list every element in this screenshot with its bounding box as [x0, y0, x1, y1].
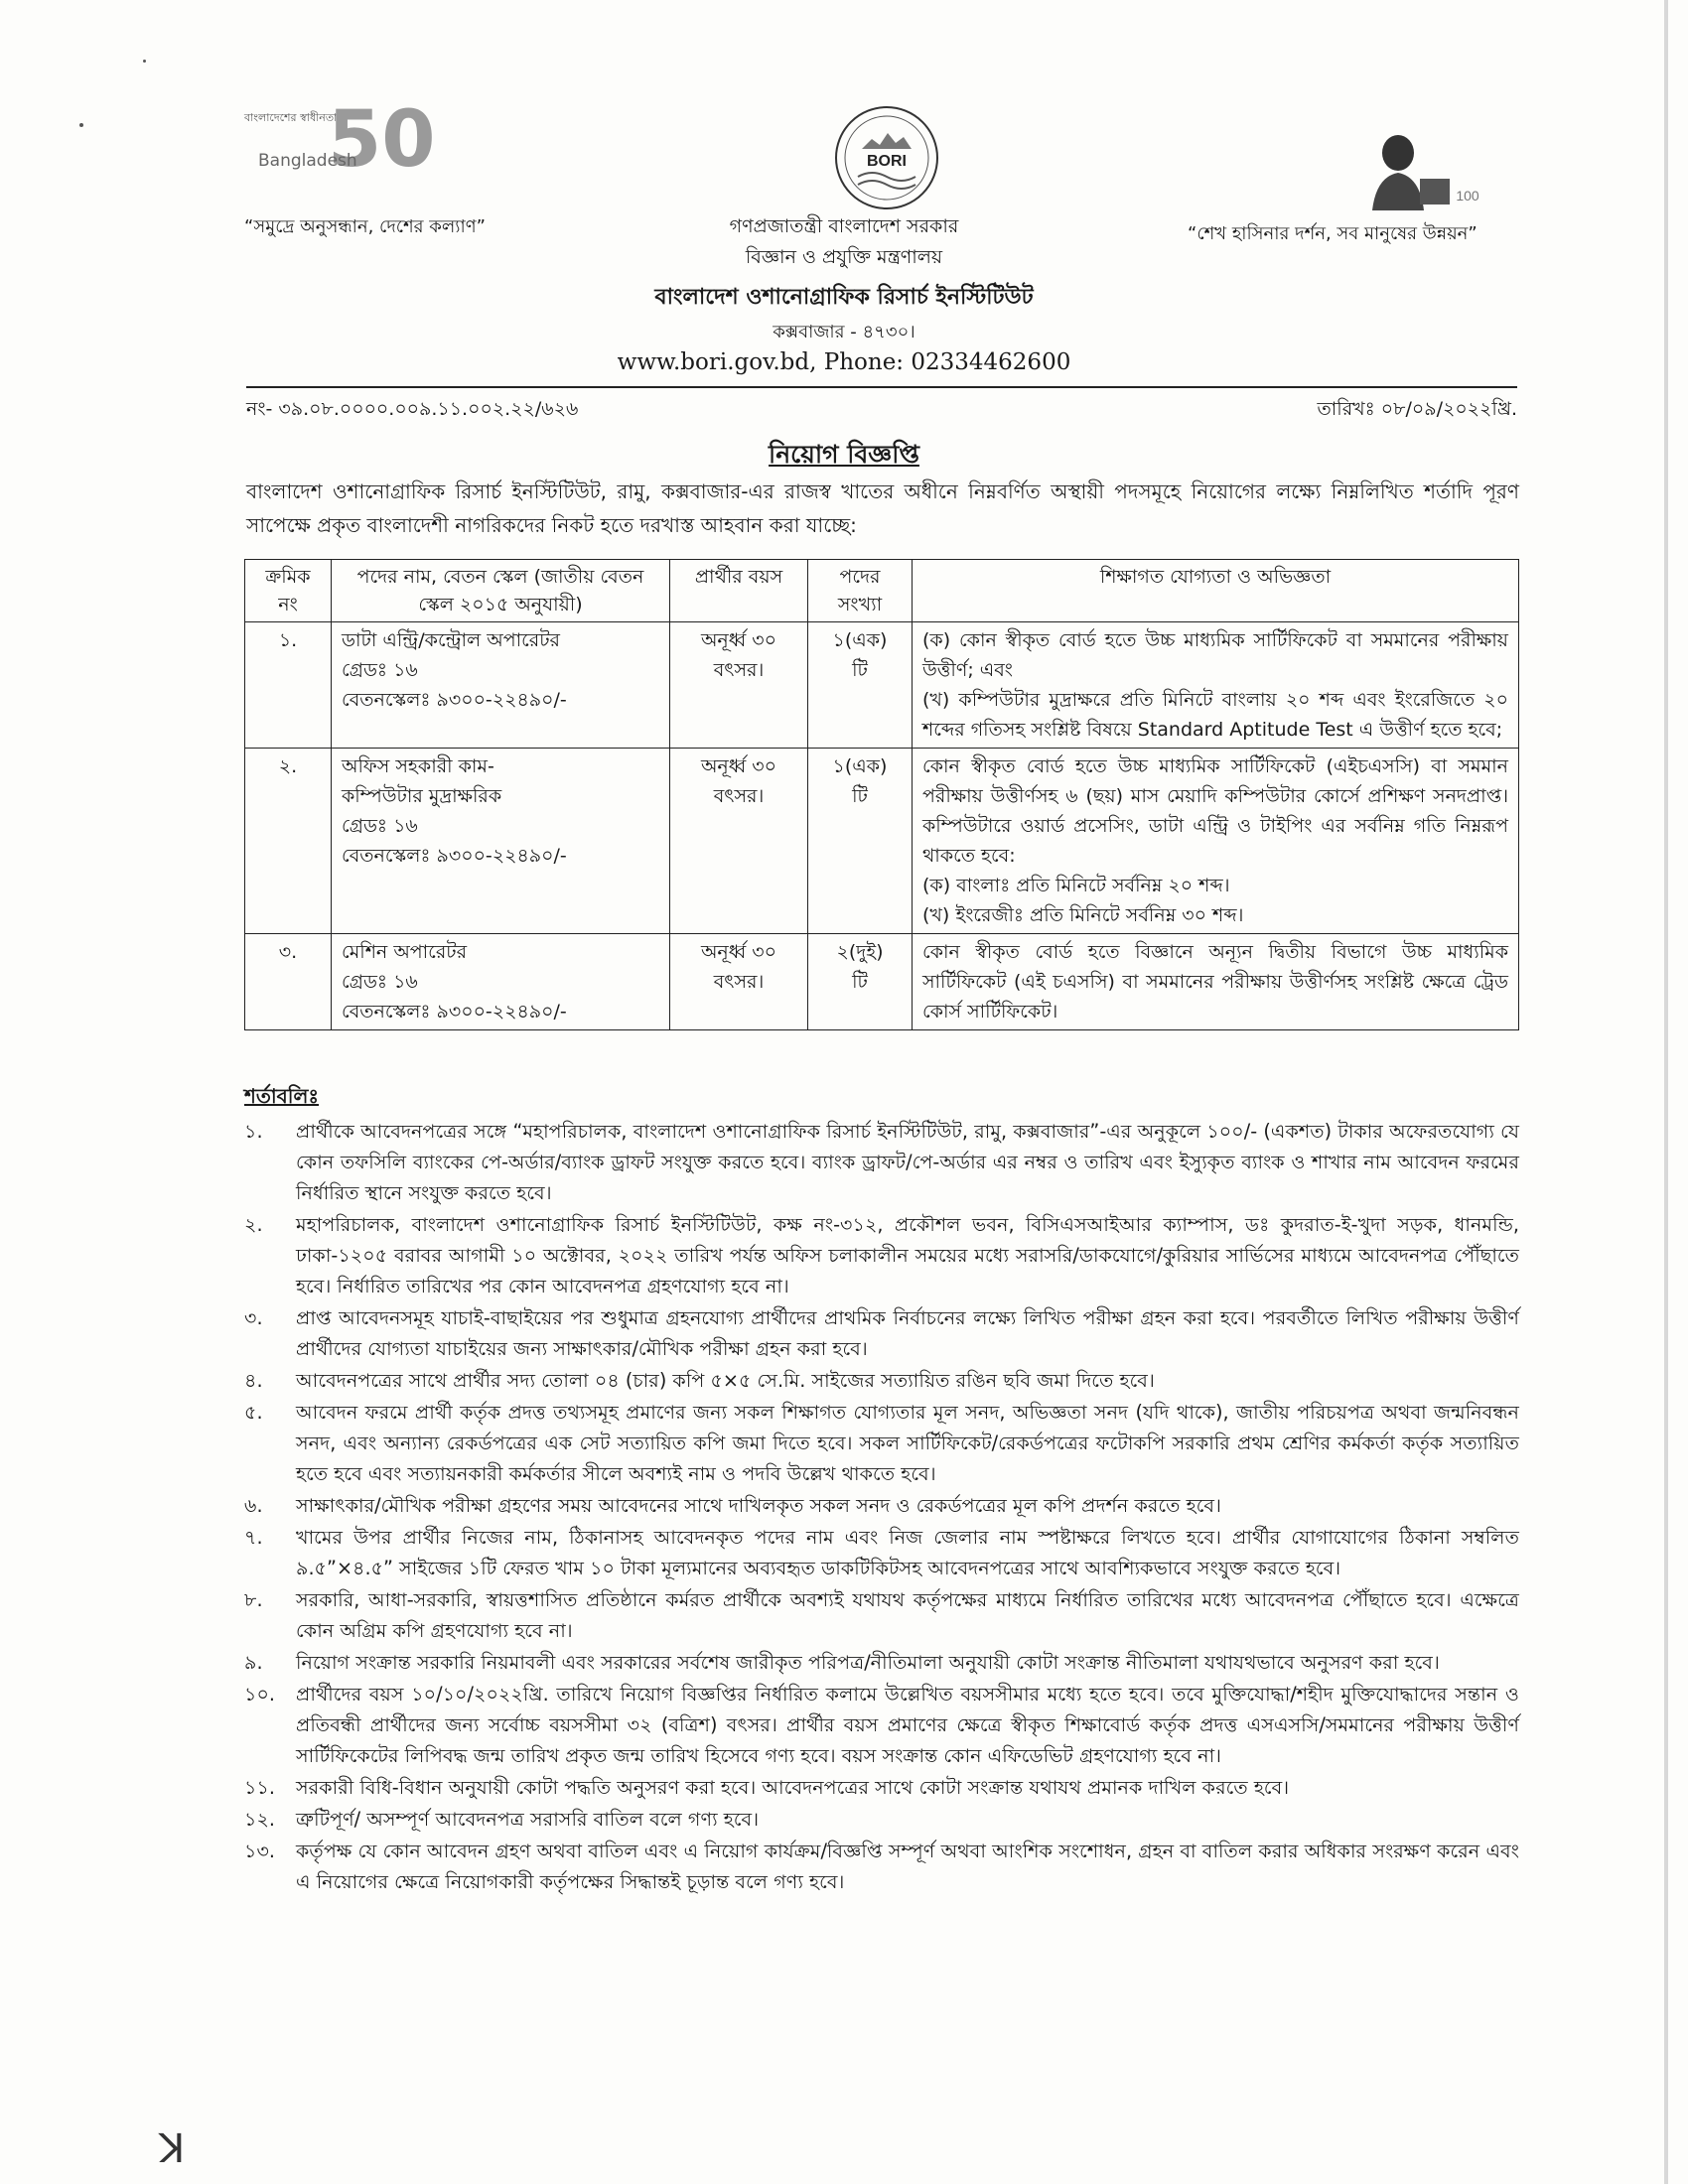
- post-count: ১(এক): [832, 629, 888, 651]
- notice-title: নিয়োগ বিজ্ঞপ্তি: [769, 440, 919, 469]
- ministry-name: বিজ্ঞান ও প্রযুক্তি মন্ত্রণালয়: [745, 246, 943, 268]
- row-qualification: [913, 622, 1519, 749]
- condition-text: প্রার্থীদের বয়স ১০/১০/২০২২খ্রি. তারিখে নিয়োগ বিজ্ঞপ্তির নির্ধারিত কলামে উল্লেখিত বয়সসীমার মধ্যে হতে হবে। তবে মুক্তিযোদ্ধা/শহীদ মুক্তিযোদ্ধাদের সন্তান ও প্রতিবন্ধী প্রার্থীদের জন্য সর্বোচ্চ বয়সসীমা ৩২ (বত্রিশ) বৎসর। প্রার্থীর বয়স প্রমাণের ক্ষেত্রে স্বীকৃত শিক্ষাবোর্ড কর্তৃক প্রদত্ত এসএসসি/সমমানের পরীক্ষায় উত্তীর্ণ সার্টিফিকেটের লিপিবদ্ধ জন্ম তারিখ প্রকৃত জন্ম তারিখ হিসেবে গণ্য হবে। বয়স সংক্রান্ত কোন এফিডেভিট গ্রহণযোগ্য হবে না।: [296, 1683, 1519, 1767]
- condition-number: ৩.: [244, 1306, 263, 1329]
- row-serial: ৩.: [245, 934, 332, 1030]
- table-row: [245, 934, 1519, 1030]
- age-limit: অনূর্ধ্ব ৩০: [700, 941, 777, 963]
- row-post: [332, 622, 670, 749]
- condition-number: ২.: [244, 1213, 263, 1236]
- slogan-left: “সমুদ্রে অনুসন্ধান, দেশের কল্যাণ”: [244, 216, 486, 237]
- condition-text: প্রার্থীকে আবেদনপত্রের সঙ্গে “মহাপরিচালক, বাংলাদেশ ওশানোগ্রাফিক রিসার্চ ইনস্টিটিউট, রামু, কক্সবাজার”-এর অনুকূলে ১০০/- (একশত) টাকার অফেরতযোগ্য যে কোন তফসিলি ব্যাংকের পে-অর্ডার/ব্যাংক ড্রাফট সংযুক্ত করতে হবে। ব্যাংক ড্রাফট/পে-অর্ডার এর নম্বর ও তারিখ এবং ইস্যুকৃত ব্যাংক ও শাখার নাম আবেদন ফরমের নির্ধারিত স্থানে সংযুক্ত করতে হবে।: [296, 1120, 1519, 1204]
- condition-number: ১৩.: [244, 1840, 276, 1862]
- scan-speck: [143, 60, 146, 63]
- condition-number: ১১.: [244, 1776, 276, 1799]
- logo-left-country: Bangladesh: [258, 151, 357, 171]
- qualification-line: (ক) কোন স্বীকৃত বোর্ড হতে উচ্চ মাধ্যমিক সার্টিফিকেট বা সমমানের পরীক্ষায় উত্তীর্ণ; এবং: [922, 629, 1508, 681]
- table-row: [245, 622, 1519, 749]
- issue-date: তারিখঃ ০৮/০৯/২০২২খ্রি.: [1317, 398, 1517, 420]
- handwritten-mark-icon: ꓘ: [159, 2126, 186, 2172]
- list-item: [244, 1772, 1519, 1803]
- government-name: গণপ্রজাতন্ত্রী বাংলাদেশ সরকার: [729, 215, 959, 237]
- list-item: [244, 1365, 1519, 1396]
- list-item: [244, 1647, 1519, 1678]
- portrait-icon: [1358, 127, 1485, 210]
- posts-table: [244, 559, 1519, 1030]
- post-scale: বেতনস্কেলঃ ৯৩০০-২২৪৯০/-: [342, 845, 567, 867]
- age-unit: বৎসর।: [713, 659, 765, 681]
- scan-speck: [79, 123, 83, 127]
- post-count: ১(এক): [832, 755, 888, 777]
- condition-number: ৫.: [244, 1401, 263, 1424]
- bori-seal-icon: [832, 103, 941, 212]
- condition-text: নিয়োগ সংক্রান্ত সরকারি নিয়মাবলী এবং সরকারের সর্বশেষ জারীকৃত পরিপত্র/নীতিমালা অনুযায়ী কোটা সংক্রান্ত নীতিমালা যথাযথভাবে অনুসরণ করা হবে।: [296, 1651, 1440, 1674]
- slogan-right: “শেখ হাসিনার দর্শন, সব মানুষের উন্নয়ন”: [1188, 223, 1477, 244]
- institute-name: বাংলাদেশ ওশানোগ্রাফিক রিসার্চ ইনস্টিটিউট: [654, 285, 1034, 310]
- age-limit: অনূর্ধ্ব ৩০: [700, 629, 777, 651]
- condition-number: ৪.: [244, 1369, 263, 1392]
- condition-text: আবেদনপত্রের সাথে প্রার্থীর সদ্য তোলা ০৪ (চার) কপি ৫×৫ সে.মি. সাইজের সত্যায়িত রঙিন ছবি জমা দিতে হবে।: [296, 1369, 1155, 1392]
- table-header-row: [245, 560, 1519, 622]
- post-count-unit: টি: [852, 971, 868, 993]
- website-phone: www.bori.gov.bd, Phone: 02334462600: [617, 349, 1071, 375]
- condition-number: ৯.: [244, 1651, 263, 1674]
- qualification-line: কোন স্বীকৃত বোর্ড হতে বিজ্ঞানে অন্যূন দ্বিতীয় বিভাগে উচ্চ মাধ্যমিক সার্টিফিকেট (এই চএসসি) বা সমমানের পরীক্ষায় উত্তীর্ণসহ সংশ্লিষ্ট ক্ষেত্রে ট্রেড কোর্স সার্টিফিকেট।: [922, 941, 1508, 1023]
- row-qualification: [913, 749, 1519, 934]
- list-item: [244, 1209, 1519, 1301]
- row-age: [670, 622, 808, 749]
- condition-text: ত্রুটিপূর্ণ/ অসম্পূর্ণ আবেদনপত্র সরাসরি বাতিল বলে গণ্য হবে।: [296, 1808, 760, 1831]
- condition-text: কর্তৃপক্ষ যে কোন আবেদন গ্রহণ অথবা বাতিল এবং এ নিয়োগ কার্যক্রম/বিজ্ঞপ্তি সম্পূর্ণ অথবা আংশিক সংশোধন, গ্রহন বা বাতিল করার অধিকার সংরক্ষণ করেন এবং এ নিয়োগের ক্ষেত্রে নিয়োগকারী কর্তৃপক্ষের সিদ্ধান্তই চূড়ান্ত বলে গণ্য হবে।: [296, 1840, 1519, 1893]
- list-item: [244, 1836, 1519, 1897]
- post-name: কম্পিউটার মুদ্রাক্ষরিক: [342, 785, 502, 807]
- header-divider: [246, 386, 1517, 388]
- condition-text: আবেদন ফরমে প্রার্থী কর্তৃক প্রদত্ত তথ্যসমূহ প্রমাণের জন্য সকল শিক্ষাগত যোগ্যতার মূল সনদ, অভিজ্ঞতা সনদ (যদি থাকে), জাতীয় পরিচয়পত্র অথবা জন্মনিবন্ধন সনদ, এবং অন্যান্য রেকর্ডপত্রের এক সেট সত্যায়িত কপি জমা দিতে হবে। সকল সার্টিফিকেট/রেকর্ডপত্রের ফটোকপি সরকারি প্রথম শ্রেণির কর্মকর্তা কর্তৃক সত্যায়িত হতে হবে এবং সত্যায়নকারী কর্মকর্তার সীলে অবশ্যই নাম ও পদবি উল্লেখ থাকতে হবে।: [296, 1401, 1519, 1485]
- post-grade: গ্রেডঃ ১৬: [342, 815, 418, 837]
- row-qualification: [913, 934, 1519, 1030]
- row-age: [670, 934, 808, 1030]
- row-age: [670, 749, 808, 934]
- post-name: অফিস সহকারী কাম-: [342, 755, 494, 777]
- condition-text: প্রাপ্ত আবেদনসমূহ যাচাই-বাছাইয়ের পর শুধুমাত্র গ্রহনযোগ্য প্রার্থীদের প্রাথমিক নির্বাচনের লক্ষ্যে লিখিত পরীক্ষা গ্রহন করা হবে। পরবর্তীতে লিখিত পরীক্ষায় উত্তীর্ণ প্রার্থীদের যোগ্যতা যাচাইয়ের জন্য সাক্ষাৎকার/মৌখিক পরীক্ষা গ্রহন করা হবে।: [296, 1306, 1519, 1360]
- row-post: [332, 934, 670, 1030]
- row-count: [808, 622, 913, 749]
- qualification-line: (ক) বাংলাঃ প্রতি মিনিটে সর্বনিম্ন ২০ শব্দ।: [922, 875, 1230, 896]
- age-unit: বৎসর।: [713, 971, 765, 993]
- age-limit: অনূর্ধ্ব ৩০: [700, 755, 777, 777]
- list-item: [244, 1397, 1519, 1489]
- condition-number: ১০.: [244, 1683, 276, 1706]
- condition-text: সরকারী বিধি-বিধান অনুযায়ী কোটা পদ্ধতি অনুসরণ করা হবে। আবেদনপত্রের সাথে কোটা সংক্রান্ত যথাযথ প্রমানক দাখিল করতে হবে।: [296, 1776, 1290, 1799]
- condition-text: খামের উপর প্রার্থীর নিজের নাম, ঠিকানাসহ আবেদনকৃত পদের নাম এবং নিজ জেলার নাম স্পষ্টাক্ষরে লিখতে হবে। প্রার্থীর যোগাযোগের ঠিকানা সম্বলিত ৯.৫”×৪.৫” সাইজের ১টি ফেরত খাম ১০ টাকা মূল্যমানের অব্যবহৃত ডাকটিকিটসহ আবেদনপত্রের সাথে আবশ্যিকভাবে সংযুক্ত করতে হবে।: [296, 1526, 1519, 1579]
- post-name: মেশিন অপারেটর: [342, 941, 468, 963]
- logo-left-small-text: বাংলাদেশের স্বাধীনতার: [244, 111, 344, 124]
- bori-seal-logo: [832, 103, 941, 212]
- header-serial: ক্রমিক নং: [245, 560, 332, 622]
- logo-center-text: BORI: [867, 153, 907, 170]
- logo-left-number: 50: [328, 95, 436, 185]
- list-item: [244, 1116, 1519, 1208]
- condition-number: ১২.: [244, 1808, 276, 1831]
- row-count: [808, 934, 913, 1030]
- condition-text: সাক্ষাৎকার/মৌখিক পরীক্ষা গ্রহণের সময় আবেদনের সাথে দাখিলকৃত সকল সনদ ও রেকর্ডপত্রের মূল কপি প্রদর্শন করতে হবে।: [296, 1494, 1221, 1517]
- post-grade: গ্রেডঃ ১৬: [342, 659, 418, 681]
- condition-number: ৬.: [244, 1494, 263, 1517]
- row-serial: ১.: [245, 622, 332, 749]
- header-count: পদের সংখ্যা: [808, 560, 913, 622]
- condition-number: ৮.: [244, 1588, 263, 1611]
- post-scale: বেতনস্কেলঃ ৯৩০০-২২৪৯০/-: [342, 689, 567, 711]
- post-count-unit: টি: [852, 659, 868, 681]
- list-item: [244, 1679, 1519, 1771]
- memo-number: নং- ৩৯.০৮.০০০০.০০৯.১১.০০২.২২/৬২৬: [246, 398, 579, 420]
- qualification-line: কোন স্বীকৃত বোর্ড হতে উচ্চ মাধ্যমিক সার্টিফিকেট (এইচএসসি) বা সমমান পরীক্ষায় উত্তীর্ণসহ ৬ (ছয়) মাস মেয়াদি কম্পিউটার কোর্সে প্রশিক্ষণ সনদপ্রাপ্ত। কম্পিউটারে ওয়ার্ড প্রসেসিং, ডাটা এন্ট্রি ও টাইপিং এর সর্বনিম্ন গতি নিম্নরূপ থাকতে হবে:: [922, 755, 1508, 867]
- row-count: [808, 749, 913, 934]
- list-item: [244, 1490, 1519, 1521]
- age-unit: বৎসর।: [713, 785, 765, 807]
- row-post: [332, 749, 670, 934]
- intro-paragraph: বাংলাদেশ ওশানোগ্রাফিক রিসার্চ ইনস্টিটিউট, রামু, কক্সবাজার-এর রাজস্ব খাতের অধীনে নিম্নবর্ণিত অস্থায়ী পদসমূহে নিয়োগের লক্ষ্যে নিম্নলিখিত শর্তাদি পূরণ সাপেক্ষে প্রকৃত বাংলাদেশী নাগরিকদের নিকট হতে দরখাস্ত আহবান করা যাচ্ছে:: [246, 479, 1519, 537]
- condition-number: ১.: [244, 1120, 263, 1143]
- list-item: [244, 1302, 1519, 1364]
- header-post: পদের নাম, বেতন স্কেল (জাতীয় বেতন স্কেল ২০১৫ অনুযায়ী): [332, 560, 670, 622]
- conditions-list: [244, 1116, 1519, 1898]
- list-item: [244, 1522, 1519, 1583]
- post-count: ২(দুই): [836, 941, 884, 963]
- condition-text: সরকারি, আধা-সরকারি, স্বায়ত্তশাসিত প্রতিষ্ঠানে কর্মরত প্রার্থীকে অবশ্যই যথাযথ কর্তৃপক্ষের মাধ্যমে নির্ধারিত তারিখের মধ্যে আবেদনপত্র পৌঁছাতে হবে। এক্ষেত্রে কোন অগ্রিম কপি গ্রহণযোগ্য হবে না।: [296, 1588, 1519, 1642]
- mujib-centenary-logo: [1358, 127, 1485, 210]
- conditions-title: শর্তাবলিঃ: [244, 1084, 320, 1108]
- condition-text: মহাপরিচালক, বাংলাদেশ ওশানোগ্রাফিক রিসার্চ ইনস্টিটিউট, কক্ষ নং-৩১২, প্রকৌশল ভবন, বিসিএসআইআর ক্যাম্পাস, ডঃ কুদরাত-ই-খুদা সড়ক, ধানমন্ডি, ঢাকা-১২০৫ বরাবর আগামী ১০ অক্টোবর, ২০২২ তারিখ পর্যন্ত অফিস চলাকালীন সময়ের মধ্যে সরাসরি/ডাকযোগে/কুরিয়ার সার্ভিসের মাধ্যমে আবেদনপত্র পৌঁছাতে হবে। নির্ধারিত তারিখের পর কোন আবেদনপত্র গ্রহণযোগ্য হবে না।: [296, 1213, 1519, 1297]
- header-qualification: শিক্ষাগত যোগ্যতা ও অভিজ্ঞতা: [913, 560, 1519, 622]
- institute-location: কক্সবাজার - ৪৭৩০।: [773, 322, 915, 342]
- table-row: [245, 749, 1519, 934]
- scan-edge: [1664, 0, 1668, 2184]
- post-name: ডাটা এন্ট্রি/কন্ট্রোল অপারেটর: [342, 629, 560, 651]
- condition-number: ৭.: [244, 1526, 263, 1549]
- post-count-unit: টি: [852, 785, 868, 807]
- post-grade: গ্রেডঃ ১৬: [342, 971, 418, 993]
- list-item: [244, 1584, 1519, 1646]
- qualification-line: (খ) কম্পিউটার মুদ্রাক্ষরে প্রতি মিনিটে বাংলায় ২০ শব্দ এবং ইংরেজিতে ২০ শব্দের গতিসহ সংশ্লিষ্ট বিষয়ে Standard Aptitude Test এ উত্তীর্ণ হতে হবে;: [922, 689, 1508, 741]
- golden-jubilee-logo: [236, 95, 436, 199]
- post-scale: বেতনস্কেলঃ ৯৩০০-২২৪৯০/-: [342, 1001, 567, 1023]
- list-item: [244, 1804, 1519, 1835]
- row-serial: ২.: [245, 749, 332, 934]
- qualification-line: (খ) ইংরেজীঃ প্রতি মিনিটে সর্বনিম্ন ৩০ শব্দ।: [922, 904, 1244, 926]
- header-age: প্রার্থীর বয়স: [670, 560, 808, 622]
- logo-right-number: 100: [1456, 188, 1479, 204]
